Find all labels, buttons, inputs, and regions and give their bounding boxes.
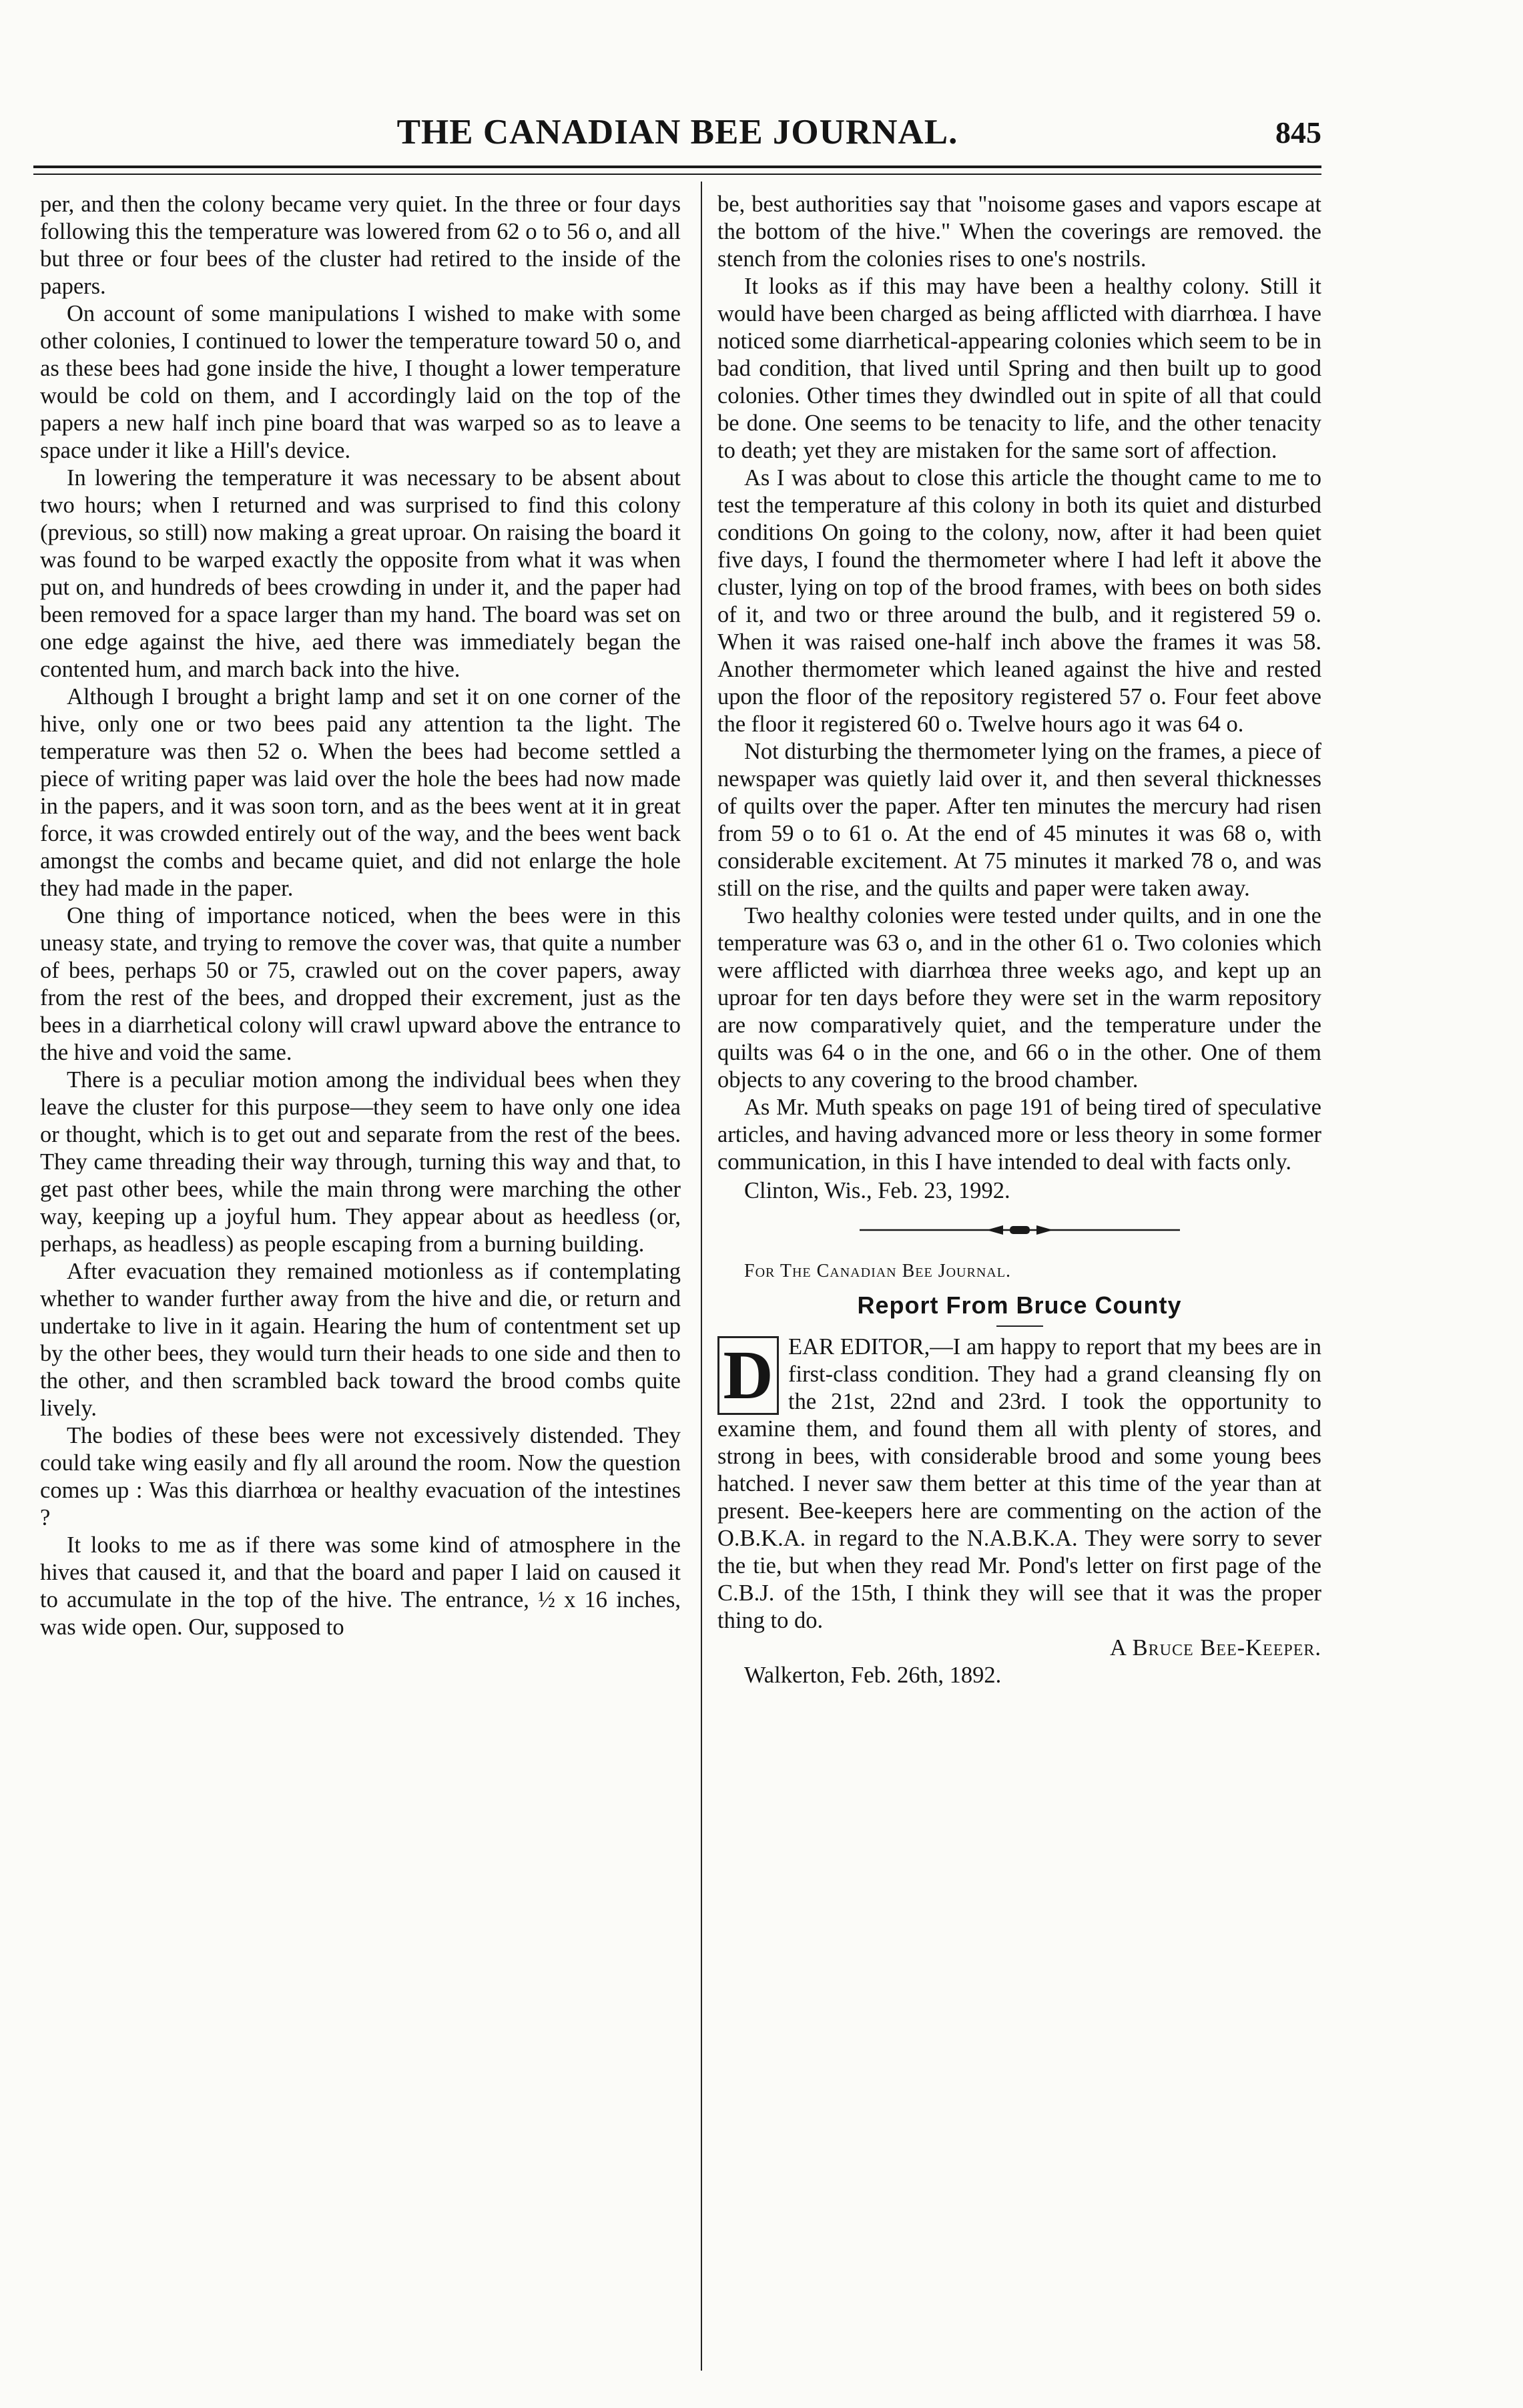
running-head [33,112,1321,166]
right-paragraph-1: be, best authorities say that "noisome gases and vapors escape at the bottom of the hive." When the coverings are removed. the stench from the colonies rises to one's nostrils. [717,192,1321,272]
right-paragraph-3: As I was about to close this article the thought came to me to test the temperature af this colony in both its quiet and disturbed conditions On going to the colony, now, after it had been quiet five days, I found the thermometer where I had left it above the cluster, lying on top of the brood frames, with bees on both sides of it, and two or three around the bulb, and it registered 59 o. When it was raised one-half inch above the frames it was 58. Another thermometer which leaned against the hive and rested upon the floor of the repository registered 57 o. Four feet above the floor it registered 60 o. Twelve hours ago it was 64 o. [717,465,1321,737]
left-paragraph-2: On account of some manipulations I wished to make with some other colonies, I continued to lower the temperature toward 50 o, and as these bees had gone inside the hive, I thought a lower temperature would be cold on them, and I accordingly laid on the top of the papers a new half inch pine board that was warped so as to leave a space under it like a Hill's device. [40,301,681,463]
right-paragraph-2: It looks as if this may have been a healthy colony. Still it would have been charged as being afflicted with diarrhœa. I have noticed some diarrhetical-appearing colonies which seem to be in bad condition, that lived until Spring and then built up to good colonies. Other times they dwindled out in spite of all that could be done. One seems to be tenacity to life, and the other tenacity to death; yet they are mistaken for the same sort of affection. [717,274,1321,463]
header-rule-thin [33,174,1321,175]
section-ornament [717,1217,1321,1244]
drop-cap [717,1336,779,1415]
report-place-date: Walkerton, Feb. 26th, 1892. [744,1663,1002,1688]
right-column [717,191,1321,1689]
right-paragraph-4: Not disturbing the thermometer lying on the frames, a piece of newspaper was quietly laid over it, and then several thicknesses of quilts over the paper. After ten minutes the mercury had risen from 59 o to 61 o. At the end of 45 minutes it was 68 o, with considerable excitement. At 75 minutes it marked 78 o, and was still on the rise, and the quilts and paper were taken away. [717,739,1321,901]
report-title: Report From Bruce County [857,1291,1182,1319]
report-signature: A Bruce Bee-Keeper. [1110,1635,1321,1661]
left-column [40,191,681,1641]
left-paragraph-5: One thing of importance noticed, when the bees were in this uneasy state, and trying to remove the cover was, that quite a number of bees, perhaps 50 or 75, crawled out on the cover papers, away from the rest of the bees, and dropped their excrement, just as the bees in a diarrhetical colony will crawl upward above the entrance to the hive and void the same. [40,903,681,1065]
left-paragraph-8: The bodies of these bees were not excessively distended. They could take wing easily and fly all around the room. Now the question comes up : Was this diarrhœa or healthy evacuation of the intestines ? [40,1423,681,1530]
header-rule-thick [33,166,1321,168]
left-paragraph-4: Although I brought a bright lamp and set it on one corner of the hive, only one or two bees paid any attention ta the light. The temperature was then 52 o. When the bees had become settled a piece of writing paper was laid over the hole the bees had now made in the papers, and it was soon torn, and as the bees went at it in great force, it was crowded entirely out of the way, and the bees went back amongst the combs and became quiet, and did not enlarge the hole they had made in the paper. [40,684,681,901]
left-paragraph-9: It looks to me as if there was some kind of atmosphere in the hives that caused it, and that the board and paper I laid on caused it to accumulate in the top of the hive. The entrance, ½ x 16 inches, was wide open. Our, supposed to [40,1532,681,1640]
report-body: EAR EDITOR,—I am happy to report that my bees are in first-class condition. They had a grand cleansing fly on the 21st, 22nd and 23rd. I took the opportunity to examine them, and found them all with plenty of stores, and strong in bees, with considerable brood and some young bees hatched. I never saw them better at this time of the year than at present. Bee-keepers here are commenting on the action of the O.B.K.A. in regard to the N.A.B.K.A. They were sorry to sever the tie, but when they read Mr. Pond's letter on first page of the C.B.J. of the 15th, I think they will see that it was the proper thing to do. [717,1334,1321,1633]
source-line: For The Canadian Bee Journal. [744,1261,1011,1281]
page-number: 845 [1275,115,1321,149]
report-title-rule [996,1325,1043,1327]
journal-title: THE CANADIAN BEE JOURNAL. [396,113,958,152]
column-divider [701,182,702,2371]
article-dateline: Clinton, Wis., Feb. 23, 1992. [744,1178,1010,1203]
right-paragraph-6: As Mr. Muth speaks on page 191 of being tired of speculative articles, and having advanced more or less theory in some former communication, in this I have intended to deal with facts only. [717,1095,1321,1175]
left-paragraph-1: per, and then the colony became very quiet. In the three or four days following this the temperature was lowered from 62 o to 56 o, and all but three or four bees of the cluster had retired to the inside of the papers. [40,192,681,299]
left-paragraph-3: In lowering the temperature it was necessary to be absent about two hours; when I returned and was surprised to find this colony (previous, so still) now making a great uproar. On raising the board it was found to be warped exactly the opposite from what it was when put on, and hundreds of bees crowding in under it, and the paper had been removed for a space larger than my hand. The board was set on one edge against the hive, aed there was immediately began the contented hum, and march back into the hive. [40,465,681,682]
right-paragraph-5: Two healthy colonies were tested under quilts, and in one the temperature was 63 o, and in the other 61 o. Two colonies which were afflicted with diarrhœa three weeks ago, and kept up an uproar for ten days before they were set in the warm repository are now comparatively quiet, and the temperature under the quilts was 64 o in the one, and 66 o in the other. One of them objects to any covering to the brood chamber. [717,903,1321,1093]
left-paragraph-6: There is a peculiar motion among the individual bees when they leave the cluster for this purpose—they seem to have only one idea or thought, which is to get out and separate from the rest of the bees. They came threading their way through, turning this way and that, to get past other bees, while the main throng were marching the other way, keeping up a joyful hum. They appear about as heedless (or, perhaps, as headless) as people escaping from a burning building. [40,1067,681,1257]
ornament-rule-icon [820,1223,1220,1237]
drop-cap-letter: D [723,1337,774,1414]
left-paragraph-7: After evacuation they remained motionless as if contemplating whether to wander further away from the hive and die, or return and undertake to live in it again. Hearing the hum of contentment set up by the other bees, they would turn their heads to one side and then to the other, and then scrambled back toward the brood combs quite lively. [40,1259,681,1421]
